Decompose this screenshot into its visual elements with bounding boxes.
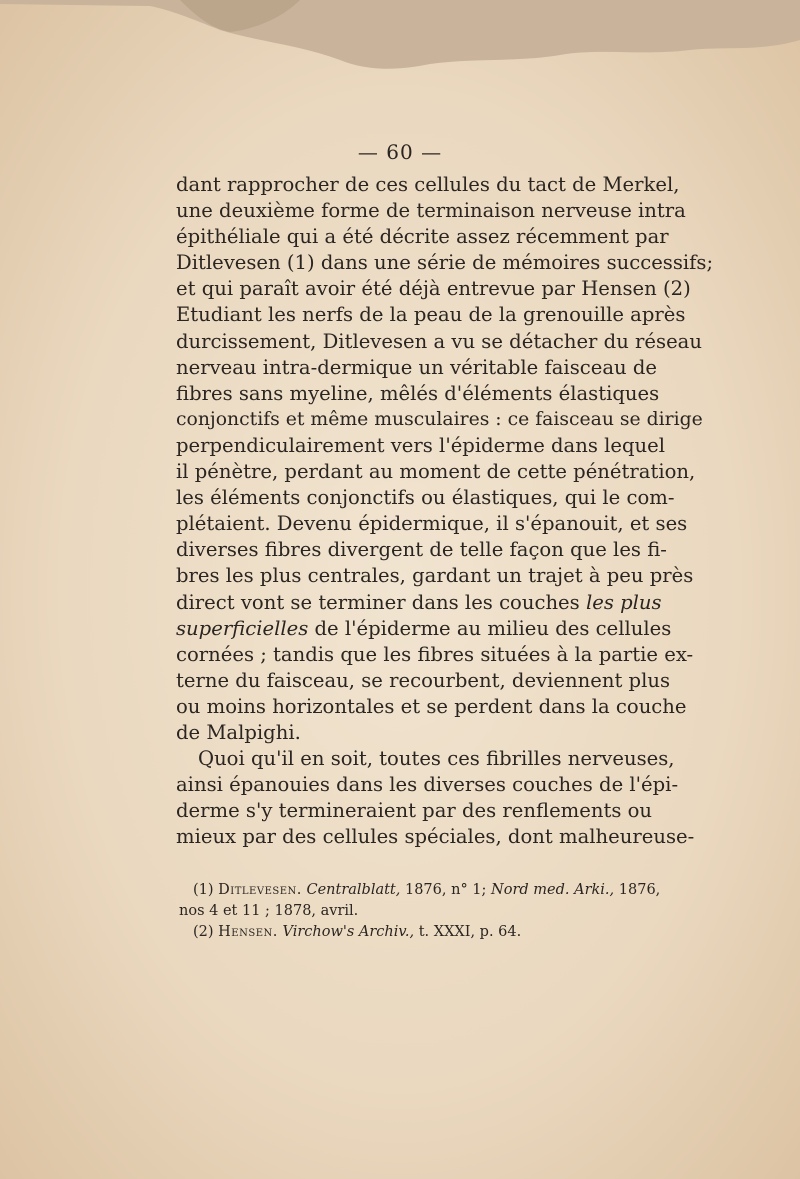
footnote-1 <box>193 880 661 901</box>
text-line: de Malpighi. <box>176 720 301 744</box>
text-line: ou moins horizontales et se perdent dans la couche <box>176 694 687 718</box>
text-line-with-italic <box>176 616 672 642</box>
main-text <box>176 172 714 850</box>
text-line: les éléments conjonctifs ou élastiques, qui le com- <box>176 486 675 510</box>
footnote-marker: (2) <box>193 924 214 940</box>
italic-text: les plus <box>585 590 662 614</box>
text-line: Etudiant les nerfs de la peau de la grenouille après <box>176 303 686 327</box>
footnote-text: 1876, <box>618 882 661 898</box>
footnote-text: t. XXXI, p. 64. <box>418 924 522 940</box>
footnote-author: Ditlevesen. <box>218 882 302 898</box>
text-line: mieux par des cellules spéciales, dont malheureuse- <box>176 825 695 849</box>
text-line: une deuxième forme de terminaison nerveuse intra <box>176 199 686 223</box>
footnote-journal: Virchow's Archiv., <box>282 924 415 940</box>
torn-top-edge <box>0 0 800 80</box>
text-line: durcissement, Ditlevesen a vu se détacher du réseau <box>176 329 702 353</box>
text-line: et qui paraît avoir été déjà entrevue par Hensen (2) <box>176 277 691 301</box>
footnote-author: Hensen. <box>218 924 278 940</box>
text-line: il pénètre, perdant au moment de cette pénétration, <box>176 460 696 484</box>
text-line: cornées ; tandis que les fibres situées à la partie ex- <box>176 642 694 666</box>
footnote-text: 1876, n° 1; <box>404 882 487 898</box>
italic-text: superficielles <box>176 616 309 640</box>
footnote-marker: (1) <box>193 882 214 898</box>
text-segment: de l'épiderme au milieu des cellules <box>314 616 672 640</box>
text-line: nerveau intra-dermique un véritable faisceau de <box>176 355 657 379</box>
text-line: perpendiculairement vers l'épiderme dans lequel <box>176 433 666 457</box>
footnote-journal: Nord med. Arki., <box>491 882 615 898</box>
page-number: — 60 — <box>357 140 443 164</box>
text-line: bres les plus centrales, gardant un trajet à peu près <box>176 564 694 588</box>
text-line-with-italic <box>176 590 662 616</box>
text-line: fibres sans myeline, mêlés d'éléments élastiques <box>176 381 660 405</box>
text-line: Ditlevesen (1) dans une série de mémoires successifs; <box>176 251 714 275</box>
text-line: dant rapprocher de ces cellules du tact de Merkel, <box>176 173 680 196</box>
footnote-1-continued: nos 4 et 11 ; 1878, avril. <box>179 903 359 919</box>
footnote-journal: Centralblatt, <box>306 882 401 898</box>
text-line: diverses fibres divergent de telle façon que les fi- <box>176 538 667 562</box>
text-line: derme s'y termineraient par des renflements ou <box>176 799 653 823</box>
footnotes <box>179 880 661 943</box>
text-line: terne du faisceau, se recourbent, deviennent plus <box>176 668 671 692</box>
text-line: conjonctifs et même musculaires : ce faisceau se dirige <box>176 408 703 430</box>
footnote-2 <box>193 922 643 943</box>
text-line: Quoi qu'il en soit, toutes ces fibrilles nerveuses, <box>198 747 675 771</box>
text-line: épithéliale qui a été décrite assez récemment par <box>176 225 669 249</box>
text-line: plétaient. Devenu épidermique, il s'épanouit, et ses <box>176 512 688 536</box>
text-segment: direct vont se terminer dans les couches <box>176 590 580 614</box>
text-line: ainsi épanouies dans les diverses couches de l'épi- <box>176 773 679 797</box>
